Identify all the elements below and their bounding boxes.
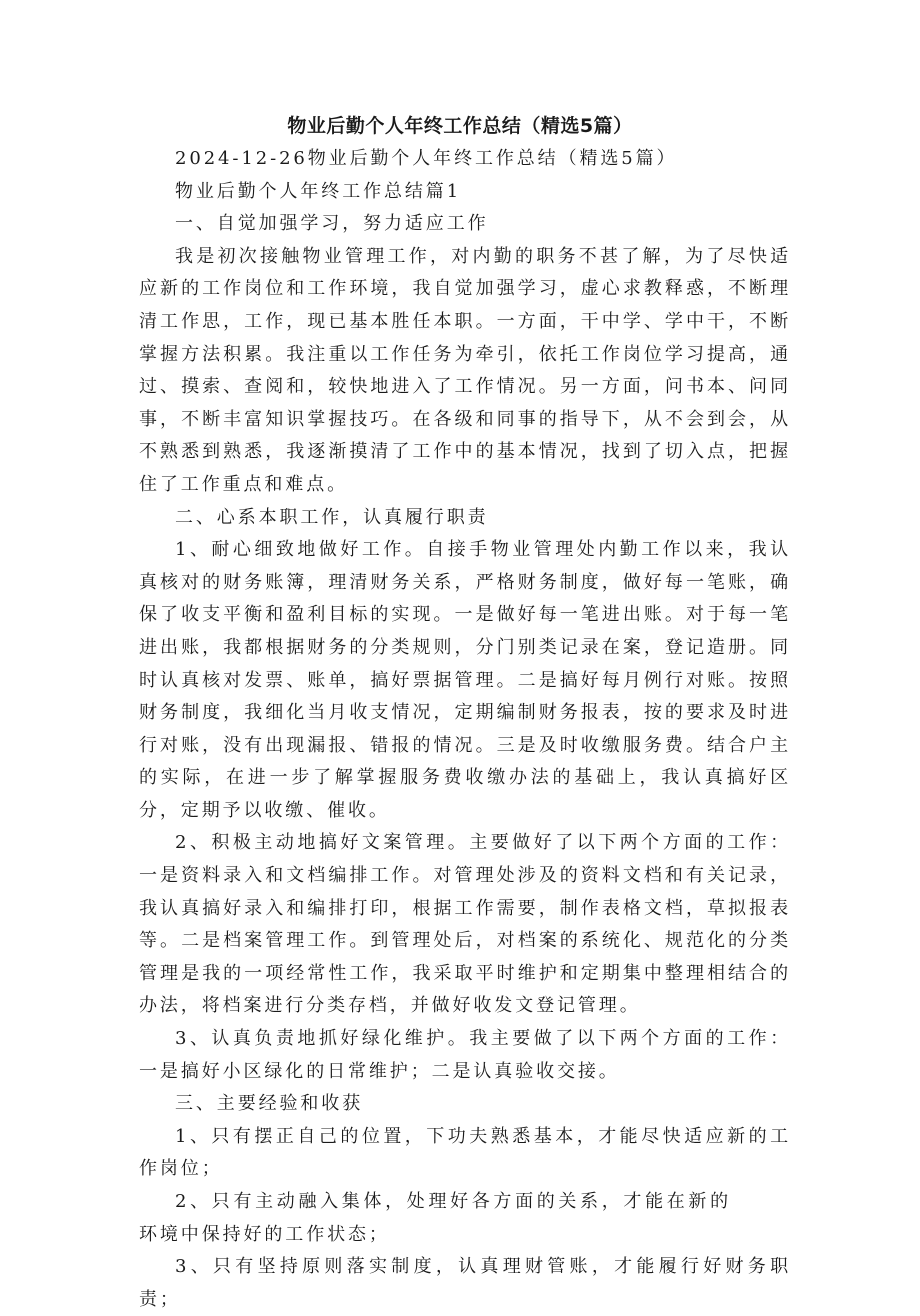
- article-heading: 物业后勤个人年终工作总结篇1: [175, 180, 462, 202]
- date-line: 2024-12-26物业后勤个人年终工作总结（精选5篇）: [175, 148, 678, 169]
- document-body: [139, 143, 791, 1316]
- list-item: 3、只有坚持原则落实制度，认真理财管账，才能履行好财务职责；: [139, 1256, 791, 1310]
- paragraph: 我是初次接触物业管理工作，对内勤的职务不甚了解，为了尽快适应新的工作岗位和工作环境，我自觉加强学习，虚心求教释惑，不断理清工作思，工作，现已基本胜任本职。一方面，干中学、学中干，不断掌握方法积累。我注重以工作任务为牵引，依托工作岗位学习提高，通过、摸索、查阅和，较快地进入了工作情况。另一方面，问书本、问同事，不断丰富知识掌握技巧。在各级和同事的指导下，从不会到会，从不熟悉到熟悉，我逐渐摸清了工作中的基本情况，找到了切入点，把握住了工作重点和难点。: [139, 245, 791, 495]
- list-item: 2、只有主动融入集体，处理好各方面的关系，才能在新的环境中保持好的工作状态；: [139, 1191, 731, 1245]
- paragraph: 1、耐心细致地做好工作。自接手物业管理处内勤工作以来，我认真核对的财务账簿，理清财务关系，严格财务制度，做好每一笔账，确保了收支平衡和盈利目标的实现。一是做好每一笔进出账。对于每一笔进出账，我都根据财务的分类规则，分门别类记录在案，登记造册。同时认真核对发票、账单，搞好票据管理。二是搞好每月例行对账。按照财务制度，我细化当月收支情况，定期编制财务报表，按的要求及时进行对账，没有出现漏报、错报的情况。三是及时收缴服务费。结合户主的实际，在进一步了解掌握服务费收缴办法的基础上，我认真搞好区分，定期予以收缴、催收。: [139, 539, 791, 821]
- paragraph: 2、积极主动地搞好文案管理。主要做好了以下两个方面的工作：一是资料录入和文档编排工作。对管理处涉及的资料文档和有关记录，我认真搞好录入和编排打印，根据工作需要，制作表格文档，草拟报表等。二是档案管理工作。到管理处后，对档案的系统化、规范化的分类管理是我的一项经常性工作，我采取平时维护和定期集中整理相结合的办法，将档案进行分类存档，并做好收发文登记管理。: [139, 832, 791, 1017]
- section-heading-1: 一、自觉加强学习，努力适应工作: [175, 213, 489, 235]
- section-heading-3: 三、主要经验和收获: [175, 1093, 364, 1115]
- list-item: 1、只有摆正自己的位置，下功夫熟悉基本，才能尽快适应新的工作岗位；: [139, 1125, 791, 1180]
- section-heading-2: 二、心系本职工作，认真履行职责: [175, 506, 489, 528]
- paragraph: 3、认真负责地抓好绿化维护。我主要做了以下两个方面的工作：一是搞好小区绿化的日常维护；二是认真验收交接。: [139, 1028, 791, 1082]
- document-title: 物业后勤个人年终工作总结（精选5篇）: [287, 115, 633, 137]
